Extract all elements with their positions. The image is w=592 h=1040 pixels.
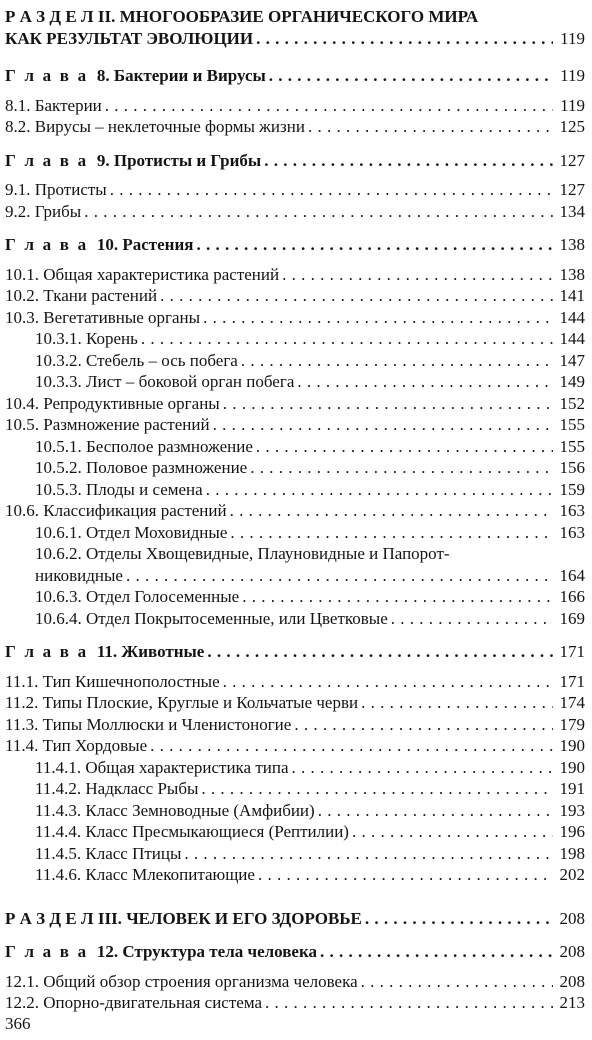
list-item: 10.2. Ткани растений . . . 141 [5, 285, 585, 307]
table-of-contents [5, 6, 585, 1014]
part3-title: ЧЕЛОВЕК И ЕГО ЗДОРОВЬЕ [126, 908, 362, 928]
chapter9-label: Г л а в а [5, 150, 89, 170]
list-item: 8.1. Бактерии . . . 119 [5, 95, 585, 117]
list-item: 10.6.4. Отдел Покрытосеменные, или Цветковые . . . 169 [5, 608, 585, 630]
dot-leader [320, 941, 553, 963]
chapter11-title: 11. Животные [96, 642, 205, 661]
list-item: 11.4.5. Класс Птицы . . . 198 [5, 843, 585, 865]
list-item: 8.2. Вирусы – неклеточные формы жизни . . . 125 [5, 116, 585, 138]
list-item: 11.4.1. Общая характеристика типа . . . 190 [5, 757, 585, 779]
chapter8-title: 8. Бактерии и Вирусы [96, 66, 266, 85]
chapter9-title: 9. Протисты и Грибы [96, 150, 262, 170]
page-number: 366 [5, 1014, 31, 1033]
list-item: 10.6. Классификация растений . . . 163 [5, 500, 585, 522]
list-item: 12.2. Опорно-двигательная система . . . 213 [5, 992, 585, 1014]
list-item: 9.2. Грибы . . . 134 [5, 201, 585, 223]
part2-title-line1 [5, 6, 585, 28]
list-item: никовидные . . . 164 [5, 565, 585, 587]
chapter11-label: Г л а в а [5, 642, 89, 661]
list-item: 9.1. Протисты . . . 127 [5, 179, 585, 201]
list-item: 10.5.1. Бесполое размножение . . . 155 [5, 436, 585, 458]
part2-page: 119 [560, 28, 585, 48]
chapter10-title: 10. Растения [96, 235, 194, 254]
part3-label: Р А З Д Е Л III. [5, 908, 122, 928]
list-item: 10.3.1. Корень . . . 144 [5, 328, 585, 350]
dot-leader [365, 908, 553, 930]
chapter12-label: Г л а в а [5, 942, 89, 961]
list-item: 10.1. Общая характеристика растений . . . 138 [5, 264, 585, 286]
chapter12-page: 208 [559, 942, 585, 961]
part2-entry [5, 28, 585, 50]
chapter11-page: 171 [559, 642, 585, 661]
chapter10-label: Г л а в а [5, 235, 89, 254]
chapter8-page: 119 [560, 66, 585, 85]
part2-title-line2: КАК РЕЗУЛЬТАТ ЭВОЛЮЦИИ [5, 28, 254, 48]
list-item: 12.1. Общий обзор строения организма человека . . . 208 [5, 971, 585, 993]
list-item: 10.5. Размножение растений . . . 155 [5, 414, 585, 436]
chapter10-heading [5, 234, 585, 256]
list-item: 10.5.2. Половое размножение . . . 156 [5, 457, 585, 479]
list-item: 10.4. Репродуктивные органы . . . 152 [5, 393, 585, 415]
part2-title: МНОГООБРАЗИЕ ОРГАНИЧЕСКОГО МИРА [119, 7, 479, 26]
dot-leader [196, 234, 553, 256]
list-item: 10.3.3. Лист – боковой орган побега . . . 149 [5, 371, 585, 393]
list-item: 11.4. Тип Хордовые . . . 190 [5, 735, 585, 757]
list-item-continued: 10.6.2. Отделы Хвощевидные, Плауновидные и Папорот- [35, 544, 450, 563]
part3-entry [5, 908, 585, 930]
list-item: 10.6.1. Отдел Моховидные . . . 163 [5, 522, 585, 544]
list-item: 10.3. Вегетативные органы . . . 144 [5, 307, 585, 329]
part3-page: 208 [559, 908, 585, 928]
list-item: 11.4.4. Класс Пресмыкающиеся (Рептилии) . . . 196 [5, 821, 585, 843]
list-item: 11.2. Типы Плоские, Круглые и Кольчатые черви . . . 174 [5, 692, 585, 714]
chapter8-label: Г л а в а [5, 66, 89, 85]
dot-leader [256, 28, 553, 50]
chapter8-heading [5, 65, 585, 87]
list-item: 11.4.2. Надкласс Рыбы . . . 191 [5, 778, 585, 800]
dot-leader [264, 150, 553, 172]
chapter11-heading [5, 641, 585, 663]
list-item: 10.5.3. Плоды и семена . . . 159 [5, 479, 585, 501]
chapter9-heading [5, 150, 585, 172]
list-item: 10.6.3. Отдел Голосеменные . . . 166 [5, 586, 585, 608]
list-item: 11.3. Типы Моллюски и Членистоногие . . . 179 [5, 714, 585, 736]
dot-leader [269, 65, 553, 87]
part2-label: Р А З Д Е Л II. [5, 7, 116, 26]
dot-leader [207, 641, 553, 663]
chapter10-page: 138 [559, 235, 585, 254]
chapter9-page: 127 [559, 150, 585, 170]
list-item: 11.1. Тип Кишечнополостные . . . 171 [5, 671, 585, 693]
chapter12-title: 12. Структура тела человека [96, 942, 318, 961]
list-item: 11.4.6. Класс Млекопитающие . . . 202 [5, 864, 585, 886]
chapter12-heading [5, 941, 585, 963]
list-item: 10.3.2. Стебель – ось побега . . . 147 [5, 350, 585, 372]
list-item: 11.4.3. Класс Земноводные (Амфибии) . . . 193 [5, 800, 585, 822]
